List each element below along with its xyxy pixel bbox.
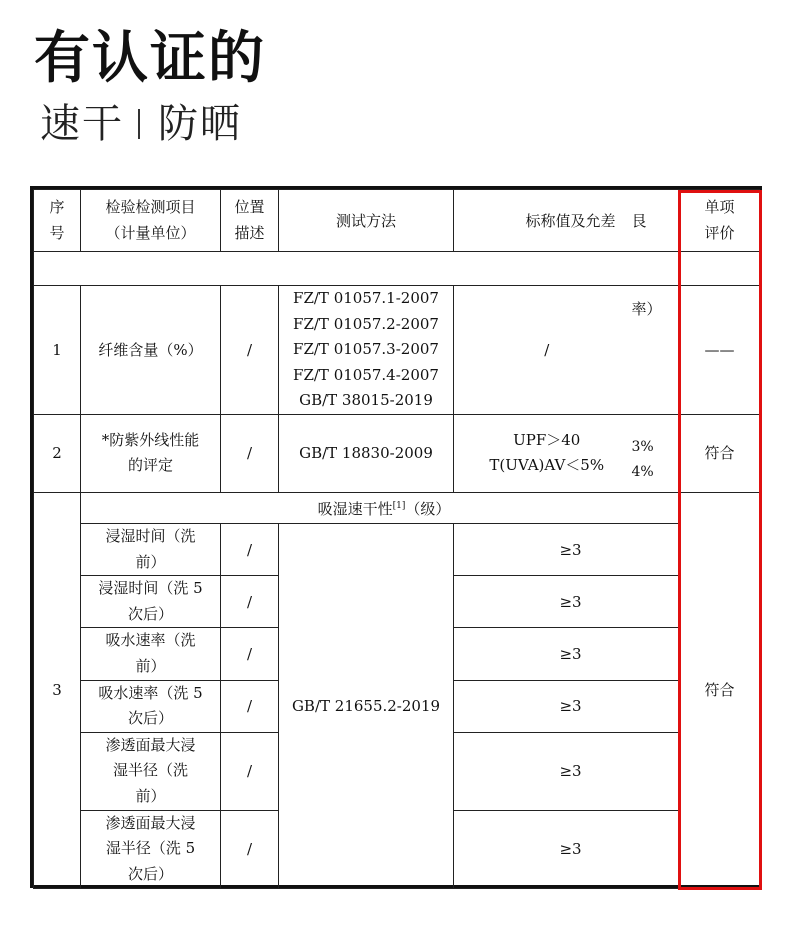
row3-sub1-item: 浸湿时间（洗 前）	[81, 523, 221, 575]
row3-sub5-nominal: ≥3	[454, 732, 680, 810]
header-position: 位置 描述	[221, 190, 279, 252]
test-report-table	[33, 189, 760, 889]
row2-nominal: UPF＞40 T(UVA)AV＜5%	[454, 414, 632, 492]
row1-position: /	[221, 286, 279, 415]
row1-rating: ——	[680, 286, 760, 415]
row3-sub2-position: /	[221, 576, 279, 628]
header-nominal-cut: 艮	[632, 190, 680, 252]
header-seq: 序 号	[34, 190, 81, 252]
blank-cell	[34, 252, 680, 286]
row2-rating: 符合	[680, 414, 760, 492]
row1-nominal: /	[454, 286, 632, 415]
row1-seq: 1	[34, 286, 81, 415]
row3-sub5-position: /	[221, 732, 279, 810]
row2-item: *防紫外线性能 的评定	[81, 414, 221, 492]
row3-sub2-nominal: ≥3	[454, 576, 680, 628]
table-header-row	[34, 190, 760, 252]
row1-nominal-cut: 率）	[632, 286, 680, 415]
header-nominal: 标称值及允差	[454, 190, 632, 252]
table-row	[34, 286, 760, 415]
row3-sub4-nominal: ≥3	[454, 680, 680, 732]
tag-sun-protection: 防晒	[158, 101, 242, 147]
header-item: 检验检测项目 （计量单位）	[81, 190, 221, 252]
row2-method: GB/T 18830-2009	[279, 414, 454, 492]
row2-position: /	[221, 414, 279, 492]
row1-item: 纤维含量（%）	[81, 286, 221, 415]
page-title: 有认证的	[34, 26, 266, 91]
row3-sub2-item: 浸湿时间（洗 5 次后）	[81, 576, 221, 628]
row3-sub3-position: /	[221, 628, 279, 680]
header-method: 测试方法	[279, 190, 454, 252]
page-subtitle	[40, 92, 242, 149]
row3-sub4-item: 吸水速率（洗 5 次后）	[81, 680, 221, 732]
table-row	[34, 414, 760, 492]
row3-rating: 符合	[680, 492, 760, 888]
row2-nominal-extra: 3% 4%	[632, 414, 680, 492]
row3-seq: 3	[34, 492, 81, 888]
row2-seq: 2	[34, 414, 81, 492]
row3-sub5-item: 渗透面最大浸 湿半径（洗 前）	[81, 732, 221, 810]
table-row	[34, 492, 760, 523]
row3-group-label: 吸湿速干性[1]（级）	[81, 492, 680, 523]
row3-sub4-position: /	[221, 680, 279, 732]
divider	[138, 109, 140, 139]
row3-sub3-item: 吸水速率（洗 前）	[81, 628, 221, 680]
row3-sub6-item: 渗透面最大浸 湿半径（洗 5 次后）	[81, 810, 221, 888]
row3-sub6-position: /	[221, 810, 279, 888]
row3-sub1-position: /	[221, 523, 279, 575]
row3-sub1-nominal: ≥3	[454, 523, 680, 575]
rating-highlight-box	[678, 190, 762, 890]
table-row	[34, 523, 760, 575]
tag-quick-dry: 速干	[40, 101, 124, 147]
blank-row	[34, 252, 760, 286]
row3-sub6-nominal: ≥3	[454, 810, 680, 888]
row3-sub3-nominal: ≥3	[454, 628, 680, 680]
header-rating: 单项 评价	[680, 190, 760, 252]
row3-method: GB/T 21655.2-2019	[279, 523, 454, 888]
row1-methods: FZ/T 01057.1-2007 FZ/T 01057.2-2007 FZ/T 01057.3-2007 FZ/T 01057.4-2007 GB/T 38015-2019	[279, 286, 454, 415]
